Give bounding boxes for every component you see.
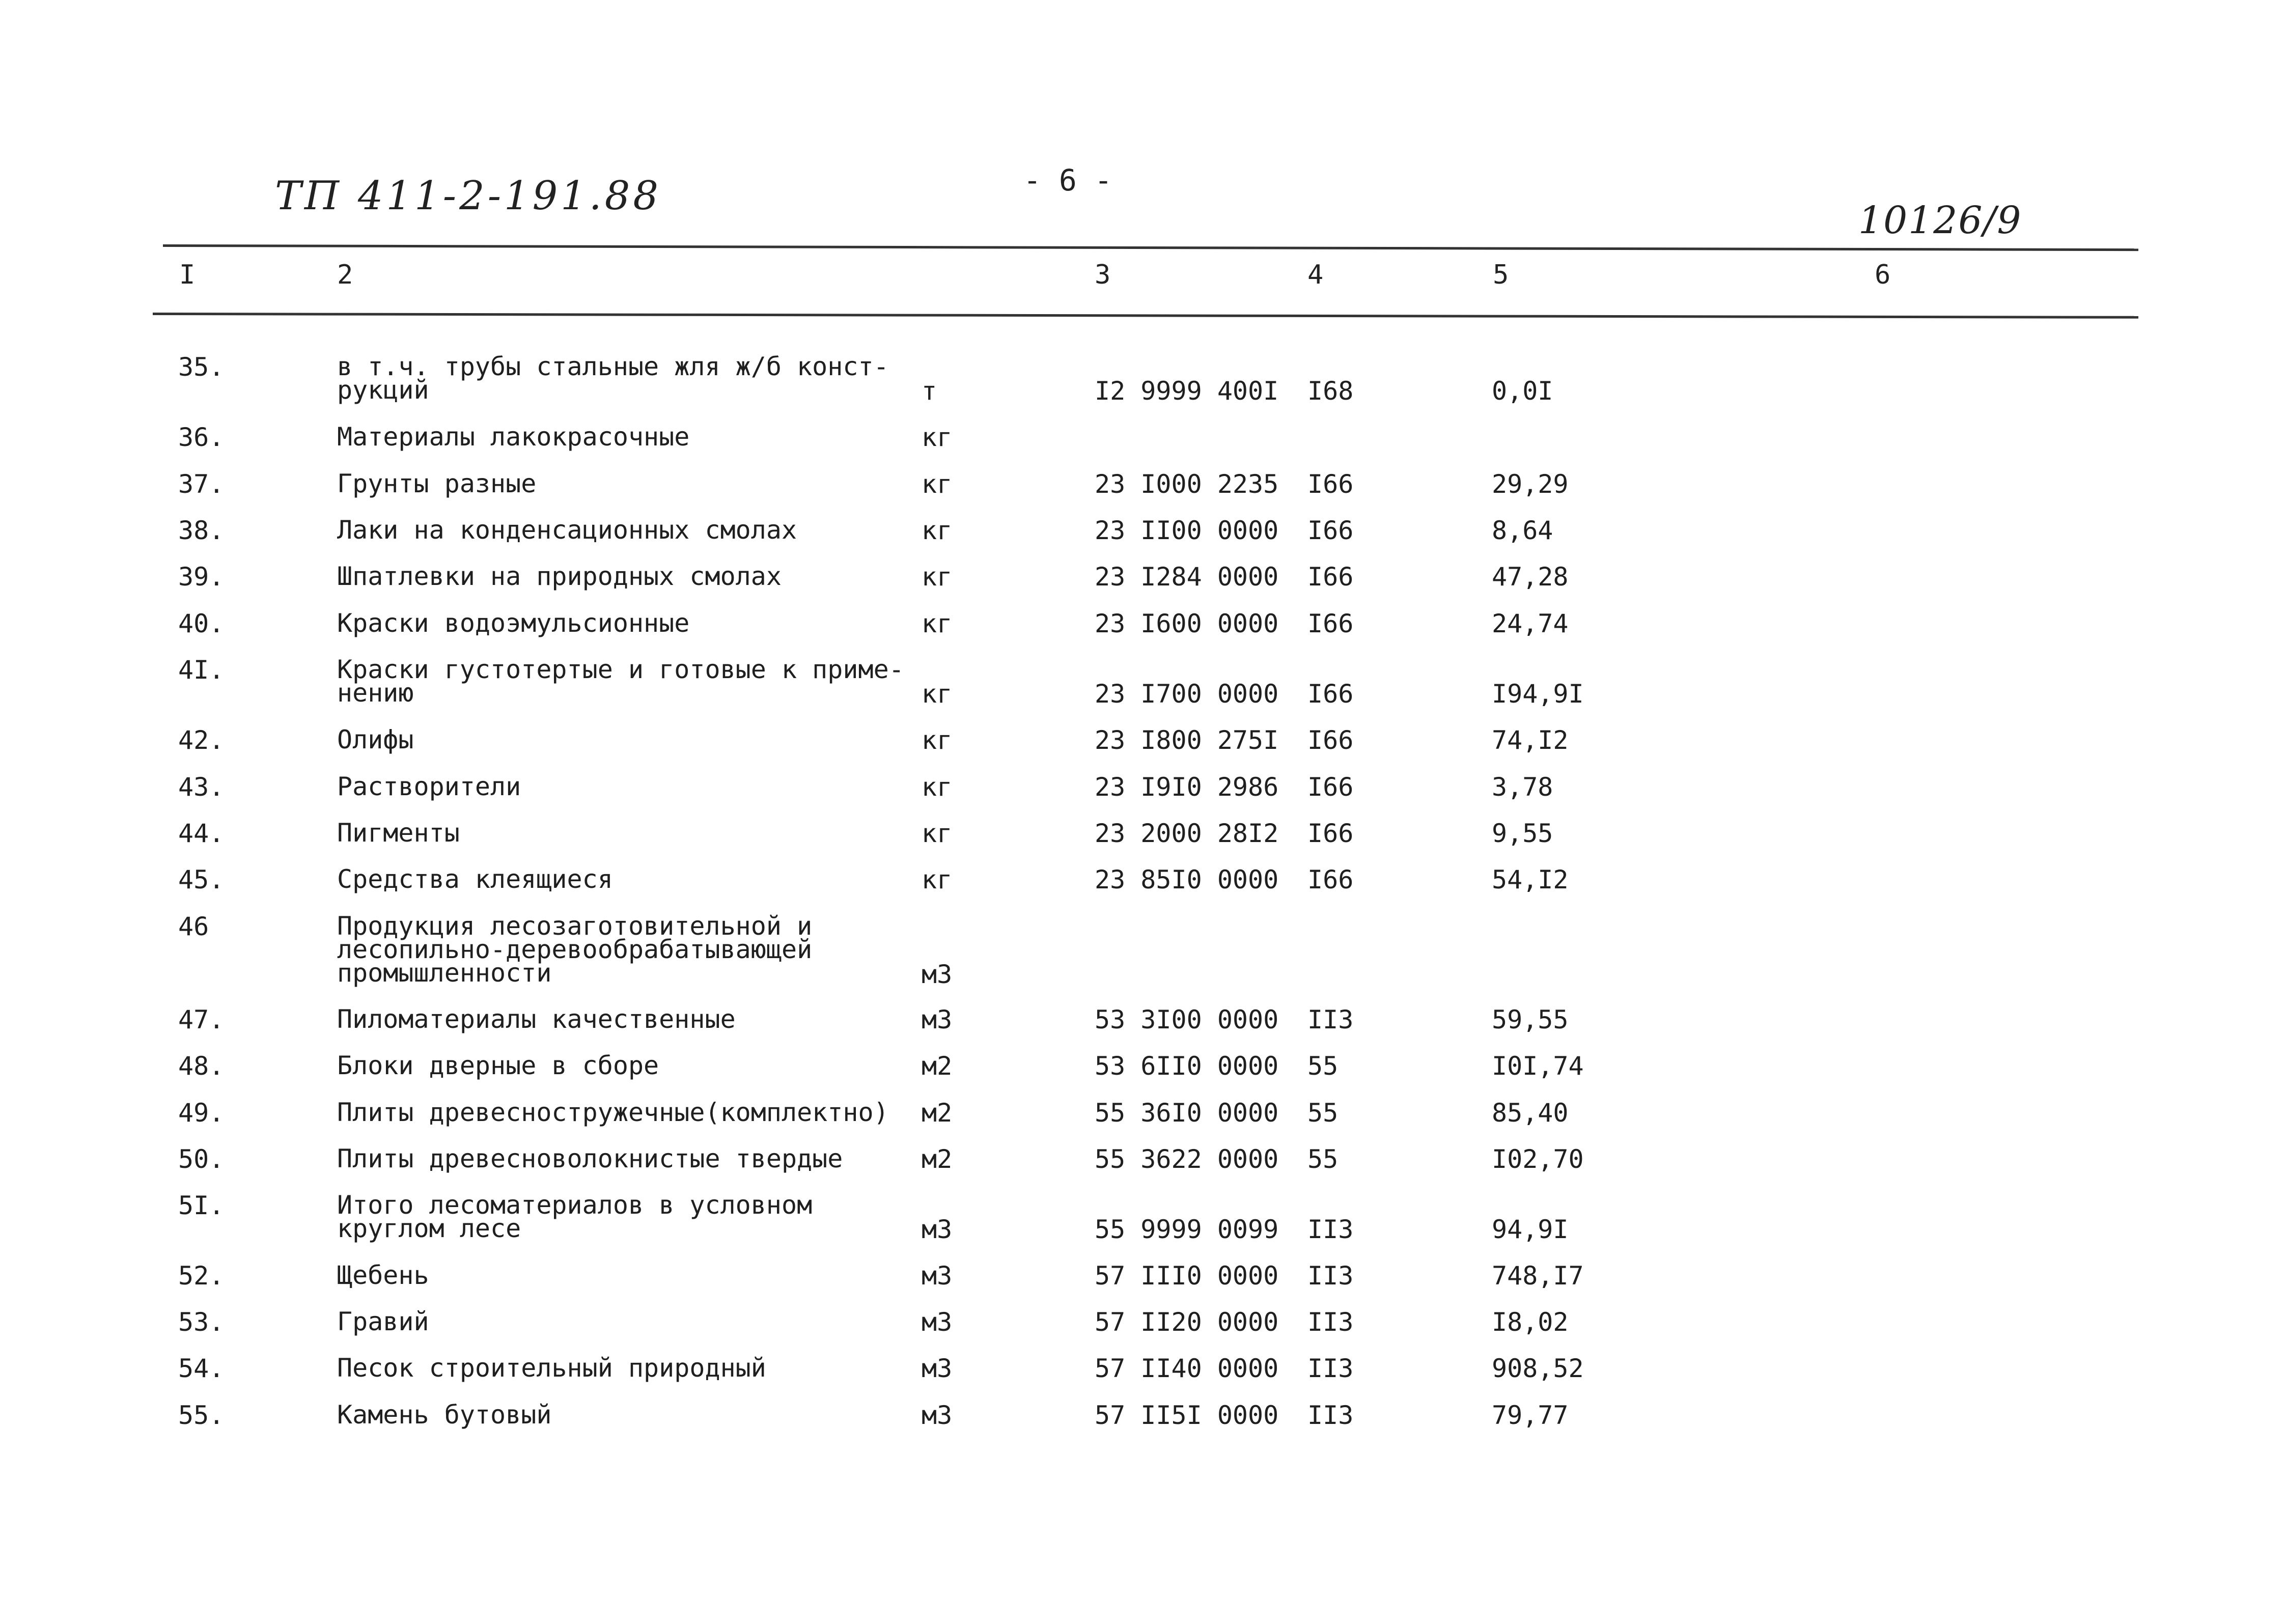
row-number: 52. <box>178 1261 225 1291</box>
row-number: 43. <box>178 772 225 802</box>
material-name <box>337 1400 552 1430</box>
product-code: 53 6II0 0000 <box>1095 1051 1279 1081</box>
row-number: 47. <box>178 1005 225 1034</box>
quantity: 59,55 <box>1492 1005 1569 1034</box>
row-number: 49. <box>178 1098 225 1128</box>
material-name <box>337 562 782 591</box>
row-number: 36. <box>178 423 225 452</box>
table-row <box>0 655 2285 709</box>
column-header-6: 6 <box>1875 260 1891 290</box>
table-row <box>0 1098 2285 1147</box>
quantity: 54,I2 <box>1492 865 1569 894</box>
material-name-line: промышленности <box>337 958 552 988</box>
product-code: 57 II20 0000 <box>1095 1307 1279 1337</box>
unit-code: I66 <box>1307 469 1354 499</box>
material-name <box>337 911 813 988</box>
unit-of-measure: кг <box>922 725 953 755</box>
unit-of-measure: м3 <box>922 1307 953 1337</box>
row-number: 54. <box>178 1354 225 1383</box>
material-name-line: круглом лесе <box>337 1214 521 1243</box>
material-name-line: Средства клеящиеся <box>337 864 613 894</box>
unit-of-measure: м3 <box>922 1354 953 1383</box>
row-number: 38. <box>178 516 225 545</box>
material-name-line: Плиты древесноволокнистые твердые <box>337 1144 843 1173</box>
page-number: - 6 - <box>1023 163 1112 198</box>
table-row <box>0 1261 2285 1310</box>
quantity: 94,9I <box>1492 1215 1569 1244</box>
unit-of-measure: м2 <box>922 1144 953 1174</box>
material-name-line: Плиты древесностружечные(комплектно) <box>337 1098 889 1127</box>
row-number: 39. <box>178 562 225 592</box>
unit-of-measure: т <box>922 376 937 406</box>
row-number: 48. <box>178 1051 225 1081</box>
product-code: 23 I600 0000 <box>1095 609 1279 638</box>
product-code: I2 9999 400I <box>1095 376 1279 406</box>
unit-code: I66 <box>1307 865 1354 894</box>
unit-of-measure: м2 <box>922 1051 953 1081</box>
material-name <box>337 818 460 848</box>
product-code: 57 II40 0000 <box>1095 1354 1279 1383</box>
table-row <box>0 469 2285 519</box>
unit-code: I66 <box>1307 516 1354 545</box>
material-name <box>337 608 690 638</box>
quantity: I94,9I <box>1492 679 1584 709</box>
material-name-line: Грунты разные <box>337 469 537 498</box>
unit-code: 55 <box>1307 1051 1339 1081</box>
material-name <box>337 725 414 754</box>
product-code: 23 I284 0000 <box>1095 562 1279 592</box>
material-name-line: Олифы <box>337 725 414 754</box>
unit-code: I68 <box>1307 376 1354 406</box>
unit-of-measure: кг <box>922 562 953 592</box>
material-name-line: Продукция лесозаготовительной и <box>337 911 813 941</box>
quantity: 8,64 <box>1492 516 1553 545</box>
quantity: 9,55 <box>1492 819 1553 848</box>
material-name-line: в т.ч. трубы стальные жля ж/б конст- <box>337 352 889 381</box>
material-name-line: Песок строительный природный <box>337 1353 766 1383</box>
column-header-4: 4 <box>1307 260 1324 290</box>
table-header-rule <box>153 313 2138 319</box>
material-name <box>337 864 613 894</box>
material-name-line: Лаки на конденсационных смолах <box>337 515 797 545</box>
quantity: 908,52 <box>1492 1354 1584 1383</box>
product-code: 57 III0 0000 <box>1095 1261 1279 1291</box>
material-name <box>337 1261 429 1290</box>
inventory-number: 10126/9 <box>1858 199 2022 242</box>
unit-of-measure: м2 <box>922 1098 953 1128</box>
row-number: 46 <box>178 912 209 941</box>
table-row <box>0 1144 2285 1194</box>
column-header-5: 5 <box>1493 260 1509 290</box>
column-header-2: 2 <box>337 260 353 290</box>
quantity: 0,0I <box>1492 376 1553 406</box>
material-name <box>337 655 904 708</box>
material-name <box>337 422 690 452</box>
product-code: 23 I700 0000 <box>1095 679 1279 709</box>
material-name-line: Шпатлевки на природных смолах <box>337 562 782 591</box>
table-row <box>0 864 2285 914</box>
material-name-line: Краски густотертые и готовые к приме- <box>337 655 904 684</box>
row-number: 40. <box>178 609 225 638</box>
unit-of-measure: кг <box>922 679 953 709</box>
table-row <box>0 725 2285 775</box>
material-name <box>337 469 537 498</box>
material-name <box>337 352 889 405</box>
unit-of-measure: кг <box>922 819 953 848</box>
unit-of-measure: кг <box>922 516 953 545</box>
unit-of-measure: м3 <box>922 1215 953 1244</box>
document-code: ТП 411-2-191.88 <box>275 173 661 219</box>
product-code: 23 85I0 0000 <box>1095 865 1279 894</box>
material-name <box>337 515 797 545</box>
quantity: I0I,74 <box>1492 1051 1584 1081</box>
row-number: 35. <box>178 352 225 382</box>
unit-of-measure: кг <box>922 772 953 802</box>
unit-code: II3 <box>1307 1215 1354 1244</box>
table-row <box>0 515 2285 565</box>
quantity: 74,I2 <box>1492 725 1569 755</box>
unit-code: II3 <box>1307 1261 1354 1291</box>
product-code: 57 II5I 0000 <box>1095 1401 1279 1430</box>
material-name-line: Блоки дверные в сборе <box>337 1051 659 1080</box>
material-name <box>337 1144 843 1173</box>
material-name-line: Растворители <box>337 772 521 801</box>
material-name <box>337 772 521 801</box>
material-name-line: рукций <box>337 375 429 405</box>
column-header-3: 3 <box>1095 260 1111 290</box>
unit-code: 55 <box>1307 1098 1339 1128</box>
material-name-line: Щебень <box>337 1261 429 1290</box>
quantity: I8,02 <box>1492 1307 1569 1337</box>
material-name-line: Пиломатериалы качественные <box>337 1004 736 1034</box>
material-name <box>337 1004 736 1034</box>
table-row <box>0 818 2285 868</box>
quantity: 748,I7 <box>1492 1261 1584 1291</box>
table-row <box>0 1353 2285 1403</box>
table-row <box>0 911 2285 989</box>
table-row <box>0 1307 2285 1357</box>
quantity: 3,78 <box>1492 772 1553 802</box>
unit-code: I66 <box>1307 562 1354 592</box>
column-header-1: I <box>179 260 196 290</box>
material-name-line: Итого лесоматериалов в условном <box>337 1190 813 1220</box>
row-number: 53. <box>178 1307 225 1337</box>
unit-of-measure: м3 <box>922 1261 953 1291</box>
row-number: 5I. <box>178 1191 225 1220</box>
unit-code: I66 <box>1307 679 1354 709</box>
material-name <box>337 1353 766 1383</box>
quantity: 85,40 <box>1492 1098 1569 1128</box>
unit-code: I66 <box>1307 819 1354 848</box>
table-row <box>0 352 2285 406</box>
unit-of-measure: м3 <box>922 1005 953 1034</box>
table-row <box>0 1190 2285 1244</box>
quantity: 47,28 <box>1492 562 1569 592</box>
unit-of-measure: кг <box>922 609 953 638</box>
material-name-line: Краски водоэмульсионные <box>337 608 690 638</box>
material-name-line: лесопильно-деревообрабатывающей <box>337 935 813 964</box>
table-top-rule <box>163 244 2138 251</box>
unit-of-measure: кг <box>922 423 953 452</box>
table-row <box>0 1004 2285 1054</box>
table-row <box>0 772 2285 822</box>
product-code: 55 9999 0099 <box>1095 1215 1279 1244</box>
product-code: 23 I9I0 2986 <box>1095 772 1279 802</box>
row-number: 50. <box>178 1144 225 1174</box>
material-name <box>337 1190 813 1243</box>
quantity: 79,77 <box>1492 1401 1569 1430</box>
unit-code: I66 <box>1307 609 1354 638</box>
material-name-line: нению <box>337 678 414 708</box>
material-name-line: Камень бутовый <box>337 1400 552 1430</box>
product-code: 23 2000 28I2 <box>1095 819 1279 848</box>
unit-code: I66 <box>1307 772 1354 802</box>
unit-code: I66 <box>1307 725 1354 755</box>
unit-code: II3 <box>1307 1401 1354 1430</box>
quantity: 29,29 <box>1492 469 1569 499</box>
row-number: 45. <box>178 865 225 894</box>
table-row <box>0 1051 2285 1101</box>
product-code: 23 II00 0000 <box>1095 516 1279 545</box>
material-name-line: Гравий <box>337 1307 429 1336</box>
row-number: 42. <box>178 725 225 755</box>
unit-code: II3 <box>1307 1005 1354 1034</box>
unit-code: II3 <box>1307 1354 1354 1383</box>
material-name <box>337 1307 429 1336</box>
product-code: 23 I000 2235 <box>1095 469 1279 499</box>
unit-of-measure: м3 <box>922 1401 953 1430</box>
product-code: 55 3622 0000 <box>1095 1144 1279 1174</box>
quantity: 24,74 <box>1492 609 1569 638</box>
material-name-line: Пигменты <box>337 818 460 848</box>
table-row <box>0 422 2285 472</box>
unit-of-measure: кг <box>922 469 953 499</box>
material-name <box>337 1098 889 1127</box>
unit-code: 55 <box>1307 1144 1339 1174</box>
row-number: 44. <box>178 819 225 848</box>
unit-of-measure: кг <box>922 865 953 894</box>
material-name-line: Материалы лакокрасочные <box>337 422 690 452</box>
product-code: 23 I800 275I <box>1095 725 1279 755</box>
table-row <box>0 608 2285 658</box>
material-name <box>337 1051 659 1080</box>
product-code: 55 36I0 0000 <box>1095 1098 1279 1128</box>
table-row <box>0 1400 2285 1450</box>
unit-of-measure: м3 <box>922 960 953 989</box>
row-number: 37. <box>178 469 225 499</box>
table-row <box>0 562 2285 611</box>
row-number: 4I. <box>178 655 225 685</box>
unit-code: II3 <box>1307 1307 1354 1337</box>
product-code: 53 3I00 0000 <box>1095 1005 1279 1034</box>
quantity: I02,70 <box>1492 1144 1584 1174</box>
row-number: 55. <box>178 1401 225 1430</box>
